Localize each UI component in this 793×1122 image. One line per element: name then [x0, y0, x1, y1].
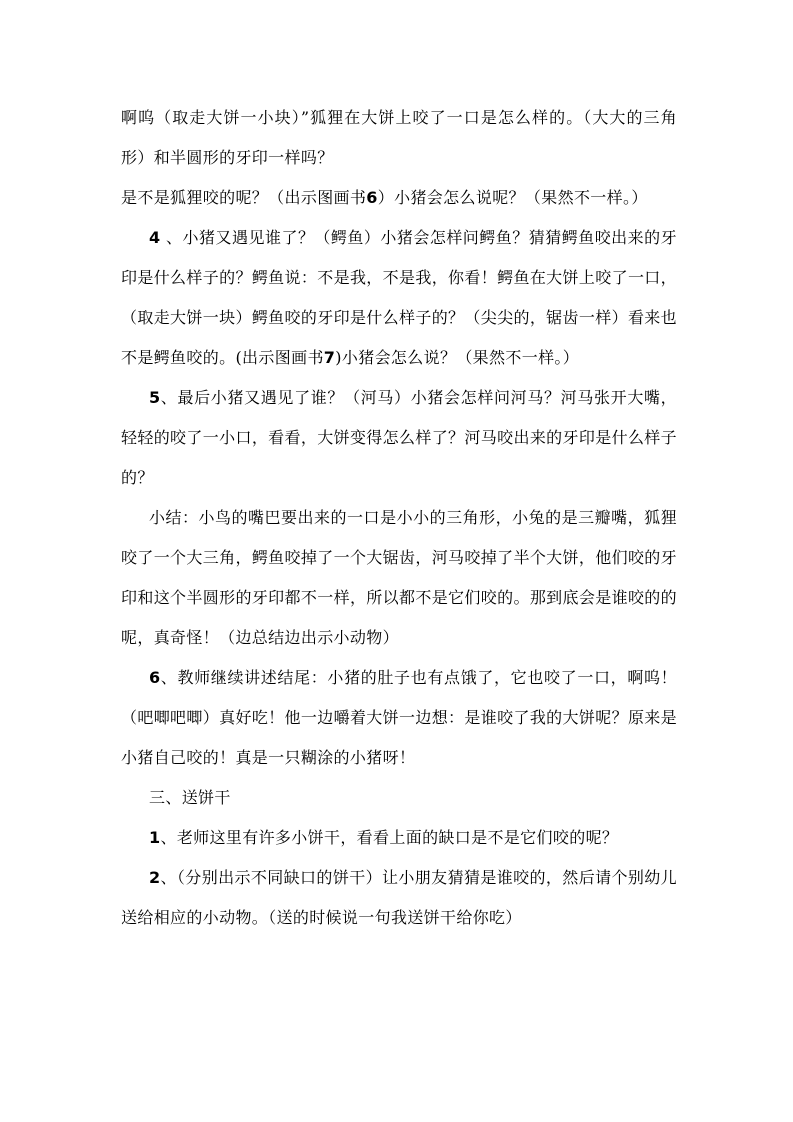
paragraph-3-text-before: 、小猪又遇见谁了？（鳄鱼）小猪会怎样问鳄鱼？猜猜鳄鱼咬出来的牙印是什么样子的？鳄鱼说：不是我，不是我，你看！鳄鱼在大饼上咬了一口，（取走大饼一块）鳄鱼咬的牙印是什么样子的？（尖尖的，锯齿一样）看来也不是鳄鱼咬的。(出示图画书 — [121, 228, 677, 367]
paragraph-2-text-before: 是不是狐狸咬的呢？（出示图画书 — [121, 188, 367, 207]
paragraph-4-text: 、最后小猪又遇见了谁？（河马）小猪会怎样问河马？河马张开大嘴，轻轻的咬了一小口，看看，大饼变得怎么样了？河马咬出来的牙印是什么样子的？ — [121, 388, 677, 487]
paragraph-5 — [121, 498, 677, 658]
document-body — [121, 98, 677, 938]
paragraph-4 — [121, 378, 677, 498]
paragraph-2 — [121, 178, 677, 218]
paragraph-1 — [121, 98, 677, 178]
paragraph-9 — [121, 858, 677, 938]
paragraph-3-text-after: )小猪会怎么说？（果然不一样。） — [335, 348, 580, 367]
paragraph-2-number: 6 — [366, 188, 378, 207]
paragraph-6-number: 6 — [149, 668, 161, 687]
paragraph-2-text-after: ）小猪会怎么说呢？（果然不一样。） — [377, 188, 648, 207]
section-heading-3-text: 三、送饼干 — [149, 788, 231, 807]
paragraph-3-number: 4 — [149, 228, 161, 247]
paragraph-9-number: 2 — [149, 868, 161, 887]
paragraph-3-number-2: 7 — [323, 348, 336, 367]
paragraph-8-number: 1 — [149, 828, 161, 847]
paragraph-3 — [121, 218, 677, 378]
paragraph-8 — [121, 818, 677, 858]
paragraph-4-number: 5 — [149, 388, 161, 407]
paragraph-8-text: 、老师这里有许多小饼干，看看上面的缺口是不是它们咬的呢？ — [160, 828, 619, 847]
paragraph-9-text: 、（分别出示不同缺口的饼干）让小朋友猜猜是谁咬的，然后请个别幼儿送给相应的小动物。（送的时候说一句我送饼干给你吃） — [121, 868, 677, 927]
paragraph-6 — [121, 658, 677, 778]
paragraph-5-text: 小结：小鸟的嘴巴要出来的一口是小小的三角形，小兔的是三瓣嘴，狐狸咬了一个大三角，鳄鱼咬掉了一个大锯齿，河马咬掉了半个大饼，他们咬的牙印和这个半圆形的牙印都不一样，所以都不是它们咬的。那到底会是谁咬的的呢，真奇怪！（边总结边出示小动物） — [121, 508, 677, 647]
section-heading-3 — [121, 778, 677, 818]
paragraph-1-text: 啊呜（取走大饼一小块）”狐狸在大饼上咬了一口是怎么样的。（大大的三角形）和半圆形的牙印一样吗？ — [121, 108, 677, 167]
paragraph-6-text: 、教师继续讲述结尾：小猪的肚子也有点饿了，它也咬了一口，啊呜！（吧唧吧唧）真好吃！他一边嚼着大饼一边想：是谁咬了我的大饼呢？原来是小猪自己咬的！真是一只糊涂的小猪呀！ — [121, 668, 677, 767]
